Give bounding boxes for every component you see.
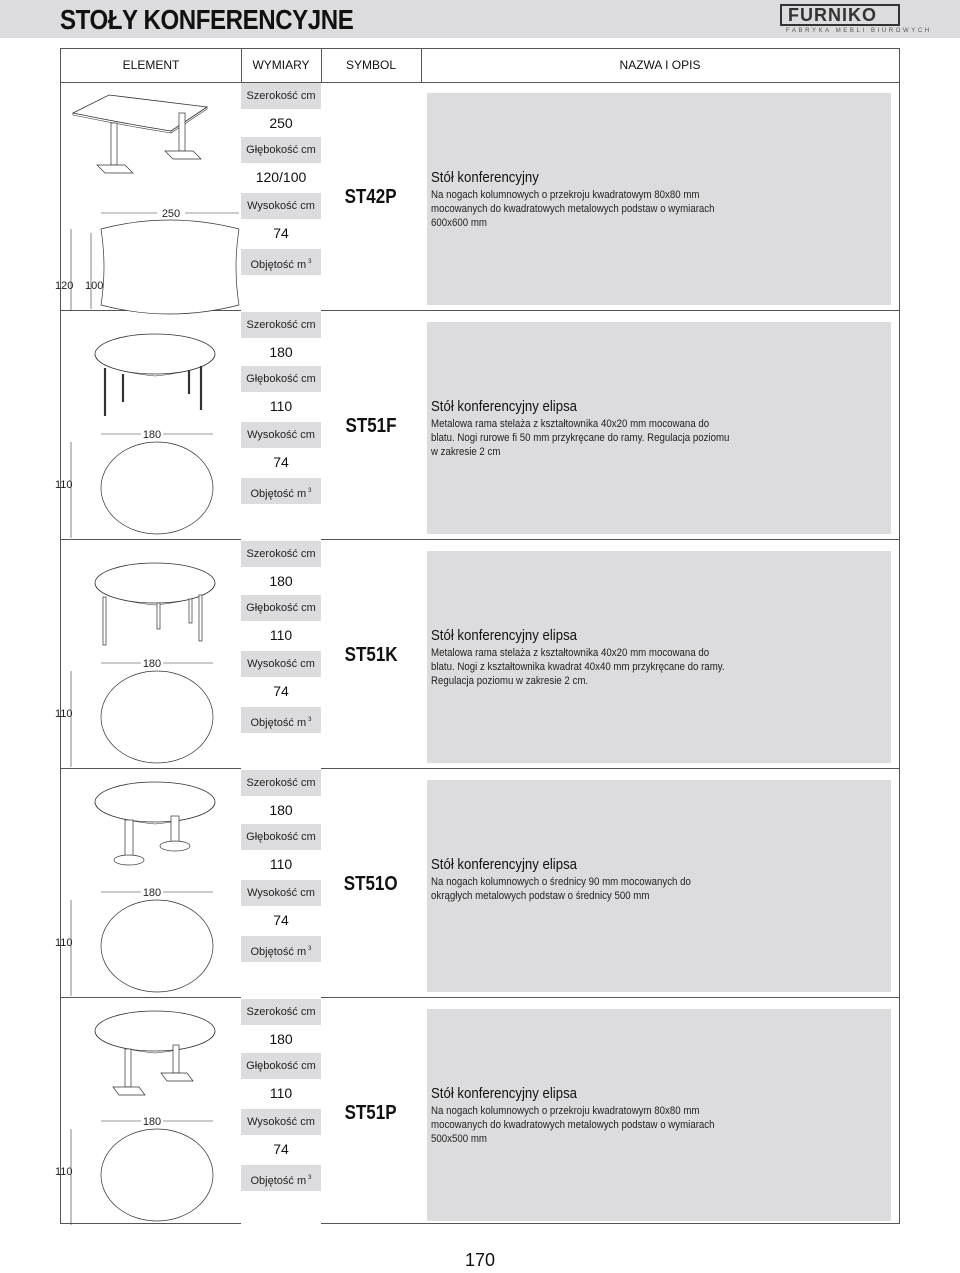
drawing-length-label: 180 xyxy=(142,1116,162,1128)
product-description: Na nogach kolumnowych o przekroju kwadratowym 80x80 mm mocowanych do kwadratowych metalowych podstaw o wymiarach 600x600 mm xyxy=(431,189,715,229)
product-symbol: ST51P xyxy=(345,1102,397,1124)
dimensions-cell xyxy=(241,312,321,540)
description-cell xyxy=(427,1009,891,1221)
drawing-length-label: 180 xyxy=(142,887,162,899)
product-name: Stół konferencyjny elipsa xyxy=(431,398,578,415)
height-label: Wysokość cm xyxy=(241,193,321,219)
height-value: 74 xyxy=(273,225,289,241)
height-value: 74 xyxy=(273,454,289,470)
width-label: Szerokość cm xyxy=(241,541,321,567)
col-header-wymiary: WYMIARY xyxy=(252,58,310,72)
width-label: Szerokość cm xyxy=(241,999,321,1025)
dimensions-cell xyxy=(241,770,321,998)
product-name: Stół konferencyjny xyxy=(431,169,539,186)
height-label: Wysokość cm xyxy=(241,1109,321,1135)
width-label: Szerokość cm xyxy=(241,770,321,796)
product-name: Stół konferencyjny elipsa xyxy=(431,627,578,644)
drawing-depth-label: 110 xyxy=(55,708,73,720)
table-drawing-st51o xyxy=(55,770,241,998)
dimensions-cell xyxy=(241,83,321,311)
product-symbol: ST51K xyxy=(344,644,398,666)
height-label: Wysokość cm xyxy=(241,422,321,448)
drawing-depth-label: 110 xyxy=(55,479,73,491)
table-drawing-st51k xyxy=(55,541,241,769)
width-label: Szerokość cm xyxy=(241,312,321,338)
depth-value: 110 xyxy=(269,627,293,643)
col-header-nazwa: NAZWA I OPIS xyxy=(619,58,701,72)
table-drawing-st51p xyxy=(55,999,241,1227)
table-header-row xyxy=(61,49,899,83)
product-symbol: ST42P xyxy=(345,186,397,208)
table-row xyxy=(55,312,899,540)
description-cell xyxy=(427,93,891,305)
product-description: Na nogach kolumnowych o przekroju kwadratowym 80x80 mm mocowanych do kwadratowych metalowych podstaw o wymiarach 500x500 mm xyxy=(431,1105,715,1145)
dimensions-cell xyxy=(241,541,321,769)
description-cell xyxy=(427,780,891,992)
col-header-element: ELEMENT xyxy=(122,58,180,72)
product-table xyxy=(55,48,900,1224)
drawing-depth-label: 110 xyxy=(55,1166,73,1178)
drawing-length-label: 180 xyxy=(142,429,162,441)
volume-label: Objętość m $^3$ xyxy=(241,478,321,504)
depth-value: 110 xyxy=(269,398,293,414)
logo-tagline: FABRYKA MEBLI BIUROWYCH xyxy=(786,28,932,34)
table-row xyxy=(55,999,899,1227)
volume-label: Objętość m $^3$ xyxy=(241,936,321,962)
product-symbol: ST51O xyxy=(344,873,398,895)
description-cell xyxy=(427,322,891,534)
dimensions-cell xyxy=(241,999,321,1227)
depth-label: Głębokość cm xyxy=(241,824,321,850)
drawing-depth-label-a: 120 xyxy=(55,280,74,292)
product-symbol: ST51F xyxy=(345,415,397,437)
height-value: 74 xyxy=(273,1141,289,1157)
table-row xyxy=(55,83,899,311)
height-value: 74 xyxy=(273,683,289,699)
page-title: STOŁY KONFERENCYJNE xyxy=(60,4,354,35)
volume-label: Objętość m $^3$ xyxy=(241,1165,321,1191)
depth-label: Głębokość cm xyxy=(241,366,321,392)
product-name: Stół konferencyjny elipsa xyxy=(431,856,578,873)
depth-label: Głębokość cm xyxy=(241,595,321,621)
width-value: 180 xyxy=(269,573,293,589)
width-value: 250 xyxy=(269,115,293,131)
volume-label: Objętość m $^3$ xyxy=(241,249,321,275)
product-description: Metalowa rama stelaża z kształtownika 40x20 mm mocowana do blatu. Nogi rurowe fi 50 mm przykręcane do ramy. Regulacja poziomu w zakresie 2 cm xyxy=(431,418,730,458)
table-drawing-st51f xyxy=(55,312,241,540)
height-label: Wysokość cm xyxy=(241,880,321,906)
drawing-depth-label: 110 xyxy=(55,937,73,949)
width-value: 180 xyxy=(269,344,293,360)
description-cell xyxy=(427,551,891,763)
width-value: 180 xyxy=(269,802,293,818)
width-value: 180 xyxy=(269,1031,293,1047)
depth-label: Głębokość cm xyxy=(241,1053,321,1079)
depth-value: 110 xyxy=(269,856,293,872)
drawing-length-label: 180 xyxy=(142,658,162,670)
table-row xyxy=(55,541,899,769)
product-description: Na nogach kolumnowych o średnicy 90 mm mocowanych do okrągłych metalowych podstaw o średnicy 500 mm xyxy=(431,876,691,902)
product-description: Metalowa rama stelaża z kształtownika 40x20 mm mocowana do blatu. Nogi z kształtownika kwadrat 40x40 mm przykręcane do ramy. Regulacja poziomu w zakresie 2 cm. xyxy=(431,647,725,687)
product-name: Stół konferencyjny elipsa xyxy=(431,1085,578,1102)
depth-value: 120/100 xyxy=(255,169,307,185)
width-label: Szerokość cm xyxy=(241,83,321,109)
depth-value: 110 xyxy=(269,1085,293,1101)
furniko-logo xyxy=(780,4,932,36)
height-value: 74 xyxy=(273,912,289,928)
volume-label: Objętość m $^3$ xyxy=(241,707,321,733)
drawing-length-label: 250 xyxy=(161,208,181,220)
height-label: Wysokość cm xyxy=(241,651,321,677)
table-drawing-st42p xyxy=(55,83,241,311)
drawing-depth-label-b: 100 xyxy=(85,280,104,292)
depth-label: Głębokość cm xyxy=(241,137,321,163)
page-number: 170 xyxy=(464,1250,496,1270)
table-row xyxy=(55,770,899,998)
logo-wordmark: FURNIKO xyxy=(788,5,877,25)
col-header-symbol: SYMBOL xyxy=(345,58,396,72)
